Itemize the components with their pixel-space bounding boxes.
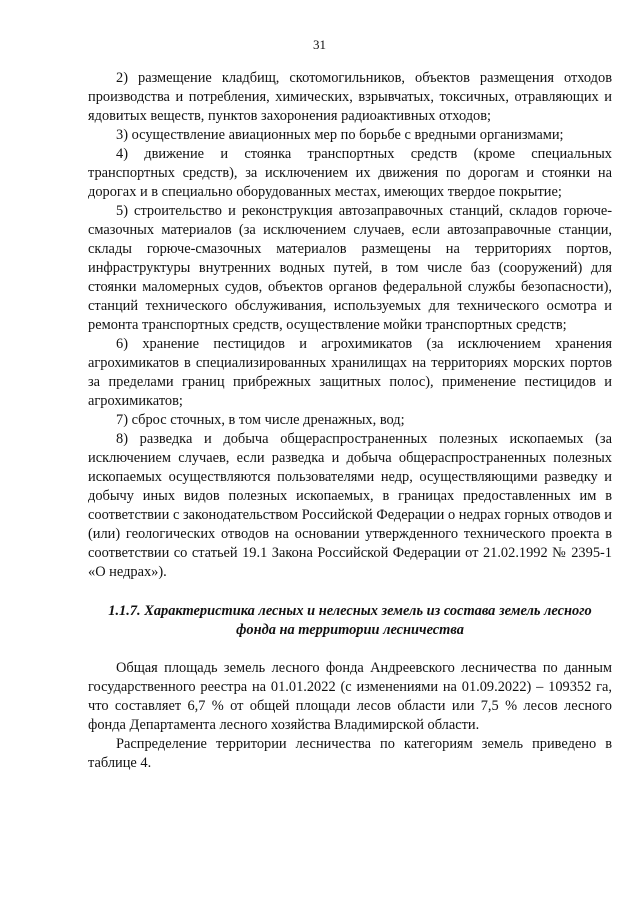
section-heading: 1.1.7. Характеристика лесных и нелесных земель из состава земель лесного фонда на территории лесничества: [108, 603, 592, 638]
list-item: 3) осуществление авиационных мер по борьбе с вредными организмами;: [116, 127, 564, 143]
list-item: 7) сброс сточных, в том числе дренажных, вод;: [116, 412, 405, 428]
list-item: 2) размещение кладбищ, скотомогильников, объектов размещения отходов производства и потребления, химических, взрывчатых, токсичных, отравляющих и ядовитых веществ, пунктов захоронения радиоактивных отходов;: [88, 70, 612, 124]
list-item: 8) разведка и добыча общераспространенных полезных ископаемых (за исключением случаев, если разведка и добыча общераспространенных полезных ископаемых осуществляются пользователями недр, осуществляющими разведку и добычу иных видов полезных ископаемых, в границах предоставленных им в соответствии с законодательством Российской Федерации о недрах горных отводов и (или) геологических отводов на основании утвержденного технического проекта в соответствии со статьей 19.1 Закона Российской Федерации от 21.02.1992 № 2395-1 «О недрах»).: [88, 431, 612, 580]
page-number: 31: [313, 37, 326, 52]
list-item: 4) движение и стоянка транспортных средств (кроме специальных транспортных средств), за исключением их движения по дорогам и стоянки на дорогах и в специально оборудованных местах, имеющих твердое покрытие;: [88, 146, 612, 200]
list-item: 6) хранение пестицидов и агрохимикатов (за исключением хранения агрохимикатов в специализированных хранилищах на территориях морских портов за пределами границ прибрежных защитных полос), применение пестицидов и агрохимикатов;: [88, 336, 612, 409]
section-paragraph: Общая площадь земель лесного фонда Андреевского лесничества по данным государственного реестра на 01.01.2022 (с изменениями на 01.09.2022) – 109352 га, что составляет 6,7 % от общей площади лесов области или 7,5 % лесов лесного фонда Департамента лесного хозяйства Владимирской области.: [88, 660, 612, 733]
section-paragraph: Распределение территории лесничества по категориям земель приведено в таблице 4.: [88, 736, 612, 771]
list-item: 5) строительство и реконструкция автозаправочных станций, складов горюче-смазочных материалов (за исключением случаев, если автозаправочные станции, склады горюче-смазочных материалов размещены на территориях портов, инфраструктуры внутренних водных путей, в том числе баз (сооружений) для стоянки маломерных судов, объектов органов федеральной службы безопасности), станций технического обслуживания, используемых для технического осмотра и ремонта транспортных средств, осуществление мойки транспортных средств;: [88, 203, 612, 333]
spacer: [88, 640, 612, 659]
document-body: [88, 69, 612, 773]
